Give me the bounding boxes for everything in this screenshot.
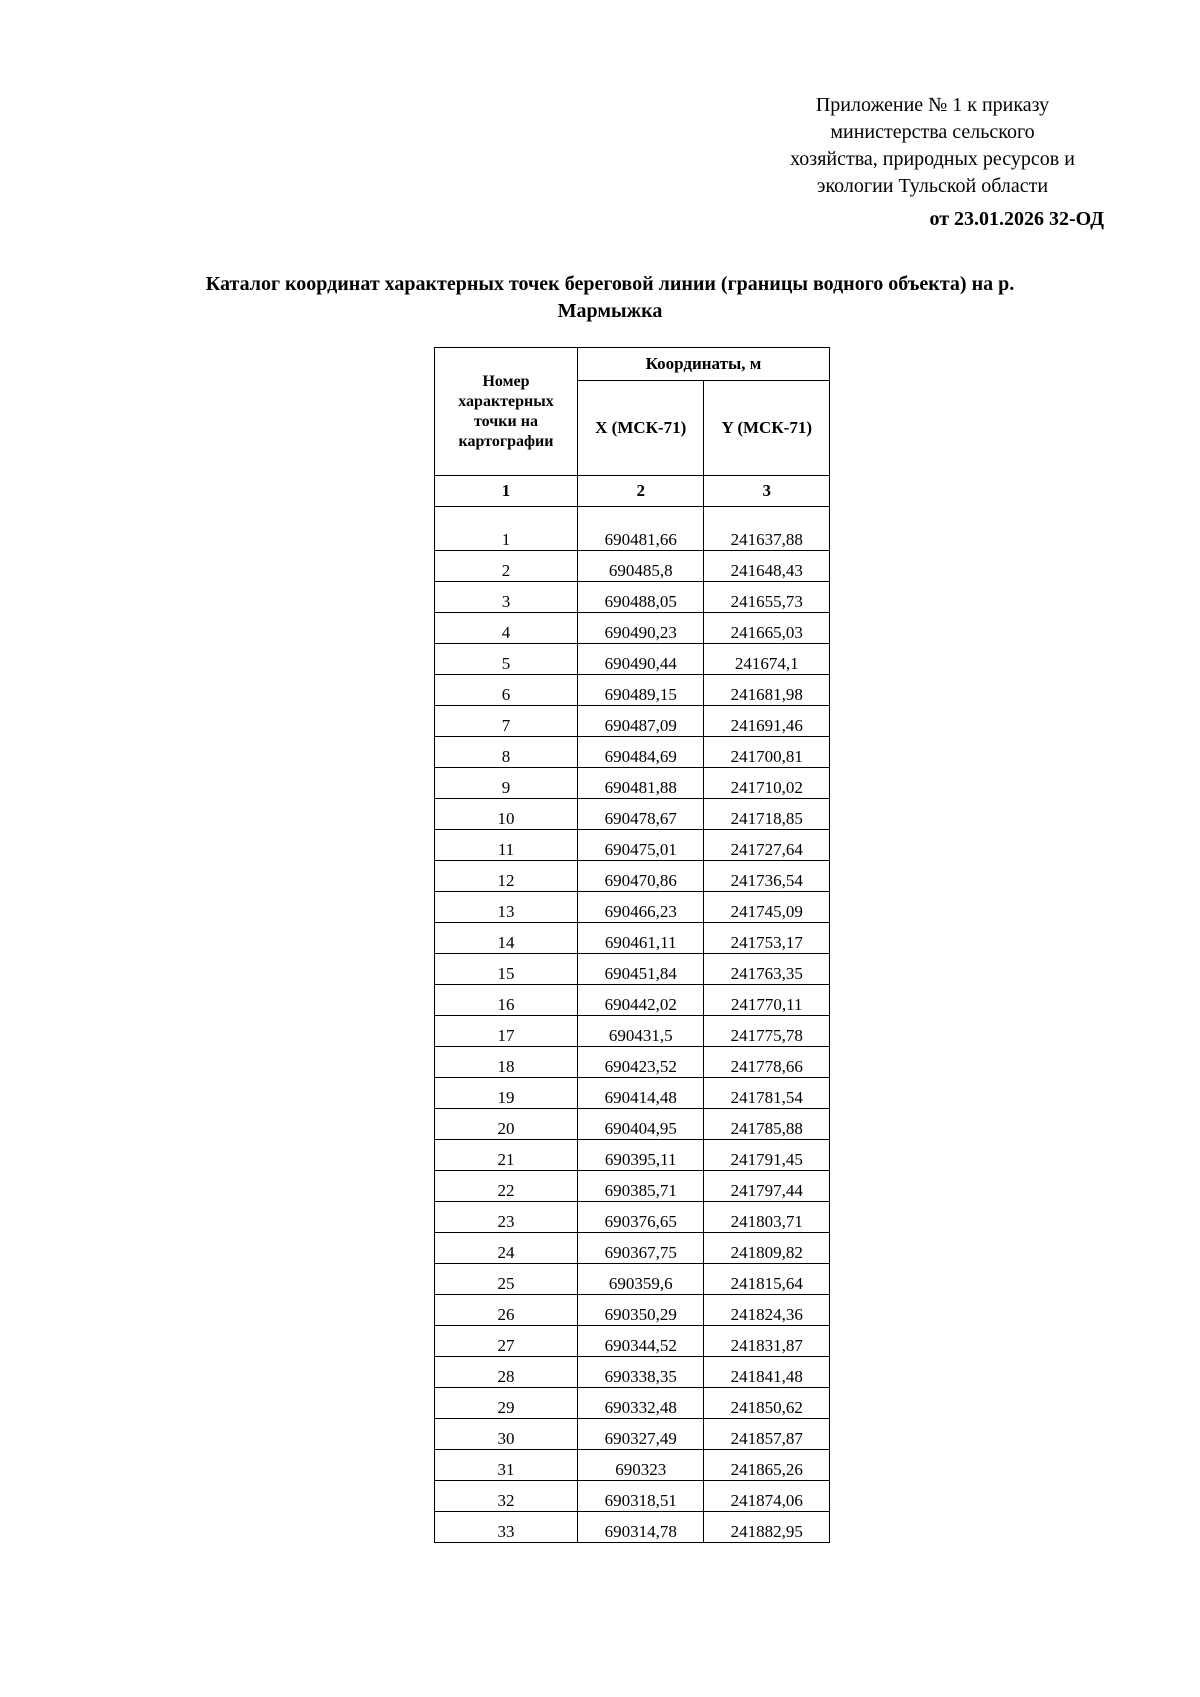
table-row <box>435 1078 830 1109</box>
x-coordinate: 690485,8 <box>578 551 704 582</box>
y-coordinate: 241648,43 <box>704 551 830 582</box>
column-index: 2 <box>578 476 704 507</box>
point-number: 22 <box>435 1171 578 1202</box>
appendix-line: министерства сельского <box>830 121 1035 143</box>
point-number: 5 <box>435 644 578 675</box>
y-coordinate: 241809,82 <box>704 1233 830 1264</box>
point-number: 32 <box>435 1481 578 1512</box>
y-coordinate: 241700,81 <box>704 737 830 768</box>
point-number: 8 <box>435 737 578 768</box>
table-row <box>435 737 830 768</box>
coordinates-table <box>434 347 830 1543</box>
y-coordinate: 241831,87 <box>704 1326 830 1357</box>
table-row <box>435 1295 830 1326</box>
table-row <box>435 1047 830 1078</box>
x-coordinate: 690332,48 <box>578 1388 704 1419</box>
point-number: 12 <box>435 861 578 892</box>
x-coordinate: 690475,01 <box>578 830 704 861</box>
y-coordinate: 241736,54 <box>704 861 830 892</box>
point-number: 25 <box>435 1264 578 1295</box>
table-row <box>435 1171 830 1202</box>
x-coordinate: 690484,69 <box>578 737 704 768</box>
appendix-header <box>700 92 1165 200</box>
point-number: 21 <box>435 1140 578 1171</box>
x-coordinate: 690318,51 <box>578 1481 704 1512</box>
y-coordinate: 241681,98 <box>704 675 830 706</box>
point-number: 6 <box>435 675 578 706</box>
table-row <box>435 507 830 551</box>
x-coordinate: 690481,66 <box>578 507 704 551</box>
y-coordinate: 241865,26 <box>704 1450 830 1481</box>
table-row <box>435 1109 830 1140</box>
table-row <box>435 1357 830 1388</box>
point-number: 29 <box>435 1388 578 1419</box>
y-coordinate: 241770,11 <box>704 985 830 1016</box>
x-coordinate: 690478,67 <box>578 799 704 830</box>
y-coordinate: 241674,1 <box>704 644 830 675</box>
x-coordinate: 690466,23 <box>578 892 704 923</box>
point-number: 11 <box>435 830 578 861</box>
table-row <box>435 582 830 613</box>
x-coordinate: 690350,29 <box>578 1295 704 1326</box>
y-coordinate: 241727,64 <box>704 830 830 861</box>
table-row <box>435 1450 830 1481</box>
table-row <box>435 1233 830 1264</box>
y-coordinate: 241665,03 <box>704 613 830 644</box>
table-row <box>435 1016 830 1047</box>
table-row <box>435 1326 830 1357</box>
x-coordinate: 690404,95 <box>578 1109 704 1140</box>
y-coordinate: 241797,44 <box>704 1171 830 1202</box>
y-coordinate: 241882,95 <box>704 1512 830 1543</box>
point-number: 15 <box>435 954 578 985</box>
point-number: 24 <box>435 1233 578 1264</box>
header-x: X (МСК-71) <box>578 381 704 476</box>
x-coordinate: 690451,84 <box>578 954 704 985</box>
point-number: 16 <box>435 985 578 1016</box>
point-number: 28 <box>435 1357 578 1388</box>
x-coordinate: 690338,35 <box>578 1357 704 1388</box>
point-number: 23 <box>435 1202 578 1233</box>
x-coordinate: 690481,88 <box>578 768 704 799</box>
x-coordinate: 690461,11 <box>578 923 704 954</box>
point-number: 2 <box>435 551 578 582</box>
point-number: 17 <box>435 1016 578 1047</box>
x-coordinate: 690327,49 <box>578 1419 704 1450</box>
x-coordinate: 690385,71 <box>578 1171 704 1202</box>
x-coordinate: 690376,65 <box>578 1202 704 1233</box>
table-row <box>435 1419 830 1450</box>
point-number: 26 <box>435 1295 578 1326</box>
x-coordinate: 690395,11 <box>578 1140 704 1171</box>
y-coordinate: 241857,87 <box>704 1419 830 1450</box>
y-coordinate: 241691,46 <box>704 706 830 737</box>
x-coordinate: 690490,23 <box>578 613 704 644</box>
table-row <box>435 861 830 892</box>
table-row <box>435 1481 830 1512</box>
x-coordinate: 690470,86 <box>578 861 704 892</box>
point-number: 3 <box>435 582 578 613</box>
title-line-2: Мармыжка <box>557 300 663 322</box>
y-coordinate: 241781,54 <box>704 1078 830 1109</box>
y-coordinate: 241745,09 <box>704 892 830 923</box>
y-coordinate: 241841,48 <box>704 1357 830 1388</box>
table-row <box>435 768 830 799</box>
table-row <box>435 1264 830 1295</box>
table-row <box>435 706 830 737</box>
table-row <box>435 985 830 1016</box>
table-row <box>435 551 830 582</box>
y-coordinate: 241815,64 <box>704 1264 830 1295</box>
x-coordinate: 690442,02 <box>578 985 704 1016</box>
order-date: от 23.01.2026 32-ОД <box>929 208 1104 230</box>
point-number: 20 <box>435 1109 578 1140</box>
y-coordinate: 241763,35 <box>704 954 830 985</box>
x-coordinate: 690489,15 <box>578 675 704 706</box>
x-coordinate: 690367,75 <box>578 1233 704 1264</box>
y-coordinate: 241753,17 <box>704 923 830 954</box>
point-number: 30 <box>435 1419 578 1450</box>
point-number: 9 <box>435 768 578 799</box>
title-line-1: Каталог координат характерных точек береговой линии (границы водного объекта) на р. <box>205 273 1015 295</box>
appendix-line: хозяйства, природных ресурсов и <box>790 148 1075 170</box>
table-row <box>435 830 830 861</box>
x-coordinate: 690344,52 <box>578 1326 704 1357</box>
table-row <box>435 1140 830 1171</box>
point-number: 10 <box>435 799 578 830</box>
table-row <box>435 1512 830 1543</box>
x-coordinate: 690488,05 <box>578 582 704 613</box>
y-coordinate: 241850,62 <box>704 1388 830 1419</box>
point-number: 33 <box>435 1512 578 1543</box>
table-row <box>435 675 830 706</box>
header-coordinates: Координаты, м <box>578 348 830 381</box>
header-point-number: Номер характерных точки на картографии <box>435 348 578 476</box>
y-coordinate: 241785,88 <box>704 1109 830 1140</box>
x-coordinate: 690431,5 <box>578 1016 704 1047</box>
y-coordinate: 241803,71 <box>704 1202 830 1233</box>
point-number: 4 <box>435 613 578 644</box>
x-coordinate: 690414,48 <box>578 1078 704 1109</box>
table-row <box>435 892 830 923</box>
x-coordinate: 690423,52 <box>578 1047 704 1078</box>
column-index: 1 <box>435 476 578 507</box>
x-coordinate: 690487,09 <box>578 706 704 737</box>
table-row <box>435 644 830 675</box>
table-body <box>435 507 830 1543</box>
point-number: 1 <box>435 507 578 551</box>
point-number: 14 <box>435 923 578 954</box>
column-index: 3 <box>704 476 830 507</box>
y-coordinate: 241775,78 <box>704 1016 830 1047</box>
x-coordinate: 690490,44 <box>578 644 704 675</box>
y-coordinate: 241637,88 <box>704 507 830 551</box>
y-coordinate: 241710,02 <box>704 768 830 799</box>
point-number: 7 <box>435 706 578 737</box>
point-number: 19 <box>435 1078 578 1109</box>
appendix-line: экологии Тульской области <box>816 175 1049 197</box>
y-coordinate: 241718,85 <box>704 799 830 830</box>
table-row <box>435 799 830 830</box>
y-coordinate: 241778,66 <box>704 1047 830 1078</box>
header-y: Y (МСК-71) <box>704 381 830 476</box>
point-number: 13 <box>435 892 578 923</box>
table-row <box>435 1202 830 1233</box>
point-number: 27 <box>435 1326 578 1357</box>
y-coordinate: 241655,73 <box>704 582 830 613</box>
x-coordinate: 690359,6 <box>578 1264 704 1295</box>
point-number: 31 <box>435 1450 578 1481</box>
document-title <box>130 271 1090 325</box>
x-coordinate: 690323 <box>578 1450 704 1481</box>
y-coordinate: 241874,06 <box>704 1481 830 1512</box>
table-row <box>435 923 830 954</box>
table-row <box>435 1388 830 1419</box>
x-coordinate: 690314,78 <box>578 1512 704 1543</box>
table-row <box>435 613 830 644</box>
table-row <box>435 954 830 985</box>
y-coordinate: 241791,45 <box>704 1140 830 1171</box>
appendix-line: Приложение № 1 к приказу <box>815 94 1050 116</box>
point-number: 18 <box>435 1047 578 1078</box>
y-coordinate: 241824,36 <box>704 1295 830 1326</box>
